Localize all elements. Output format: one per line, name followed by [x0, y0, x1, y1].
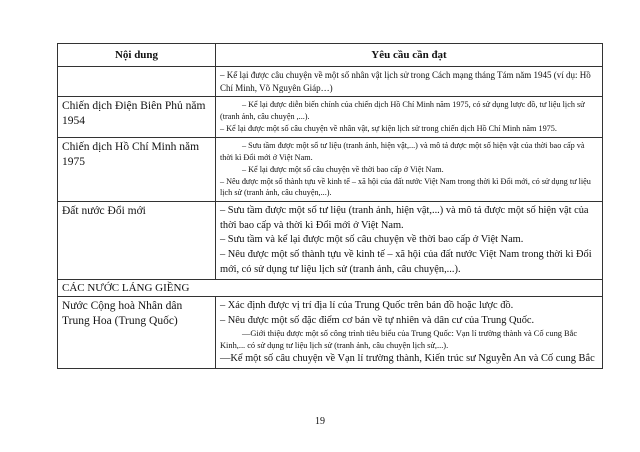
table-row [58, 202, 603, 280]
header-requirements: Yêu cầu cần đạt [216, 44, 603, 67]
requirement-item: – Nêu được một số thành tựu về kinh tế – xã hội của đất nước Việt Nam trong thời kì Đổi mới, có sử dụng tư liệu lịch sử (tranh ảnh, câu chuyện,...). [220, 249, 592, 275]
requirement-item: – Kể lại được câu chuyện về một số nhân vật lịch sử trong Cách mạng tháng Tám năm 1945 (ví dụ: Hồ Chí Minh, Võ Nguyên Giáp…) [220, 70, 591, 93]
section-row [58, 280, 603, 297]
row-requirements [216, 67, 603, 97]
requirement-item: – Sưu tầm được một số tư liệu (tranh ảnh, hiện vật,...) và mô tả được một số hiện vật của thời bao cấp và thời kì Đổi mới ở Việt Nam. [220, 205, 589, 231]
page-number: 19 [315, 416, 325, 427]
row-topic: Chiến dịch Hồ Chí Minh năm 1975 [58, 137, 216, 201]
requirement-item: – Nêu được một số thành tựu về kinh tế – xã hội của đất nước Việt Nam trong thời kì Đổi mới, có sử dụng tư liệu lịch sử (tranh ảnh, câu chuyện,...). [220, 176, 591, 198]
row-requirements [216, 137, 603, 201]
requirement-item: – Kể lại được diễn biến chính của chiến dịch Hồ Chí Minh năm 1975, có sử dụng lược đồ, tư liệu lịch sử (tranh ảnh, câu chuyện ,...). [220, 100, 585, 122]
row-topic [58, 67, 216, 97]
requirement-item: – Sưu tầm và kể lại được một số câu chuyện về thời bao cấp ở Việt Nam. [220, 234, 524, 246]
table-header-row [58, 44, 603, 67]
row-topic: Nước Cộng hoà Nhân dân Trung Hoa (Trung Quốc) [58, 297, 216, 369]
row-topic: Chiến dịch Điện Biên Phủ năm 1954 [58, 97, 216, 138]
table-row [58, 137, 603, 201]
requirement-item: – Xác định được vị trí địa lí của Trung Quốc trên bản đồ hoặc lược đồ. [220, 300, 514, 312]
section-heading: CÁC NƯỚC LÁNG GIỀNG [58, 280, 603, 297]
requirement-item: —Kể một số câu chuyện về Vạn lí trường thành, Kiến trúc sư Nguyễn An và Cố cung Bắc [220, 352, 595, 364]
table-row [58, 67, 603, 97]
curriculum-table [57, 43, 603, 369]
header-content: Nội dung [58, 44, 216, 67]
row-requirements [216, 97, 603, 138]
table-row [58, 97, 603, 138]
row-topic: Đất nước Đổi mới [58, 202, 216, 280]
requirement-item: – Kể lại được một số câu chuyện về nhân vật, sự kiện lịch sử trong chiến dịch Hồ Chí Minh năm 1975. [220, 123, 557, 133]
table-row [58, 297, 603, 369]
row-requirements [216, 297, 603, 369]
requirement-item: —Giới thiệu được một số công trình tiêu biểu của Trung Quốc: Vạn lí trường thành và Cố cung Bắc Kinh,... có sử dụng tư liệu lịch sử (tranh ảnh, câu chuyện lịch sử,...). [220, 329, 578, 351]
requirement-item: – Sưu tầm được một số tư liệu (tranh ảnh, hiện vật,...) và mô tả được một số hiện vật của thời bao cấp và thời kì Đổi mới ở Việt Nam. [220, 140, 585, 162]
row-requirements [216, 202, 603, 280]
requirement-item: – Nêu được một số đặc điểm cơ bản về tự nhiên và dân cư của Trung Quốc. [220, 314, 535, 326]
requirement-item: – Kể lại được một số câu chuyện về thời bao cấp ở Việt Nam. [242, 164, 444, 174]
